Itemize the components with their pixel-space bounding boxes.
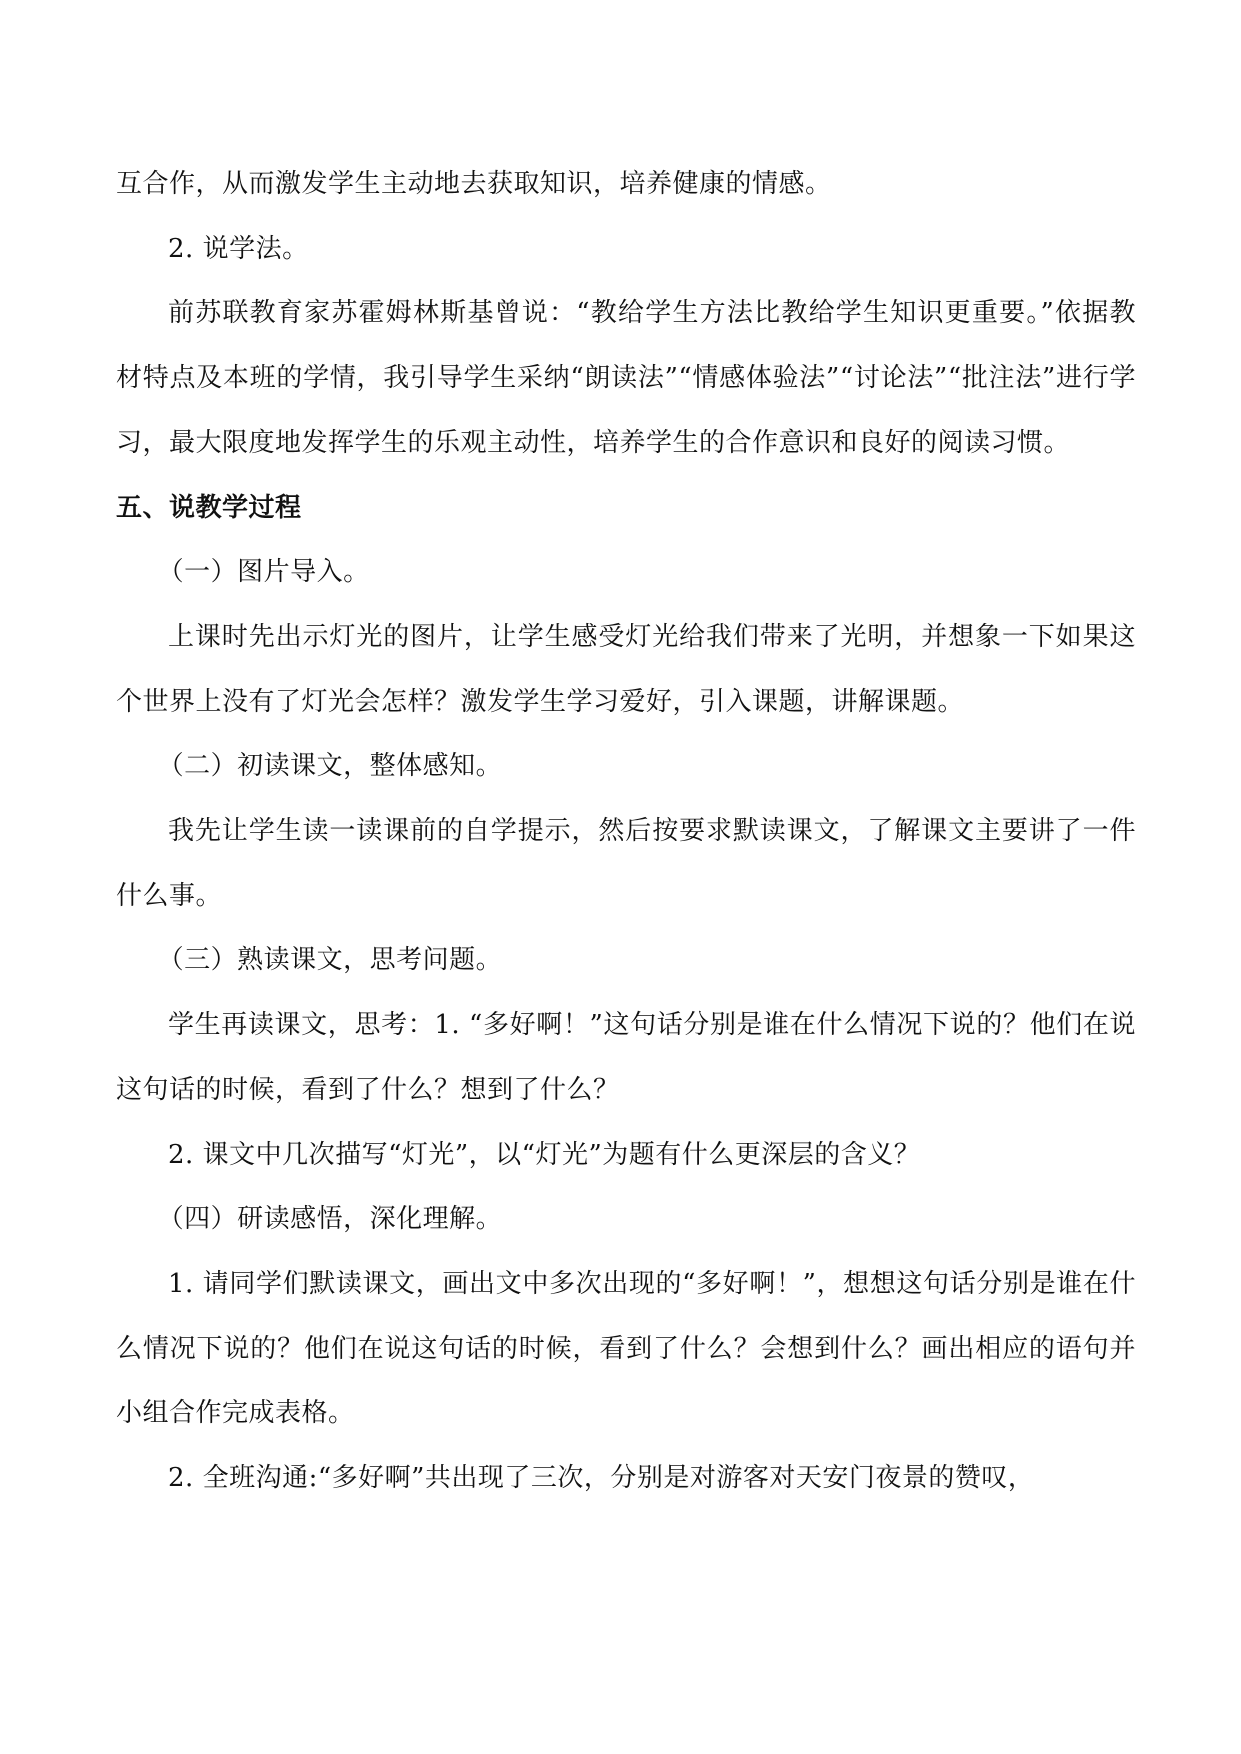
paragraph-first-reading: 我先让学生读一读课前的自学提示，然后按要求默读课文，了解课文主要讲了一件什么事。 — [116, 816, 1136, 911]
subheading-deep-reading: （四）研读感悟，深化理解。 — [157, 1204, 503, 1235]
paragraph-deep-reading-2: 2. 全班沟通:“多好啊”共出现了三次，分别是对游客对天安门夜景的赞叹， — [168, 1463, 1035, 1494]
paragraph-study-method-title: 2. 说学法。 — [168, 233, 309, 264]
paragraph-close-reading-q2: 2. 课文中几次描写“灯光”，以“灯光”为题有什么更深层的含义？ — [168, 1139, 921, 1170]
document-body — [116, 152, 1136, 1511]
subheading-first-reading: （二）初读课文，整体感知。 — [157, 751, 503, 782]
paragraph-close-reading-q1: 学生再读课文，思考：1. “多好啊！”这句话分别是谁在什么情况下说的？他们在说这句话的时候，看到了什么？想到了什么？ — [116, 1010, 1136, 1105]
paragraph-picture-intro: 上课时先出示灯光的图片，让学生感受灯光给我们带来了光明，并想象一下如果这个世界上没有了灯光会怎样？激发学生学习爱好，引入课题，讲解课题。 — [116, 621, 1136, 717]
subheading-picture-intro: （一）图片导入。 — [157, 557, 370, 588]
paragraph-continuation: 互合作，从而激发学生主动地去获取知识，培养健康的情感。 — [116, 169, 832, 199]
paragraph-study-method-body: 前苏联教育家苏霍姆林斯基曾说：“教给学生方法比教给学生知识更重要。”依据教材特点及本班的学情，我引导学生采纳“朗读法”“情感体验法”“讨论法”“批注法”进行学习，最大限度地发挥学生的乐观主动性，培养学生的合作意识和良好的阅读习惯。 — [116, 298, 1136, 458]
section-heading-teaching-process: 五、说教学过程 — [116, 492, 302, 523]
subheading-close-reading: （三）熟读课文，思考问题。 — [157, 945, 503, 976]
paragraph-deep-reading-1: 1. 请同学们默读课文，画出文中多次出现的“多好啊！”，想想这句话分别是谁在什么情况下说的？他们在说这句话的时候，看到了什么？会想到什么？画出相应的语句并小组合作完成表格。 — [116, 1268, 1136, 1429]
